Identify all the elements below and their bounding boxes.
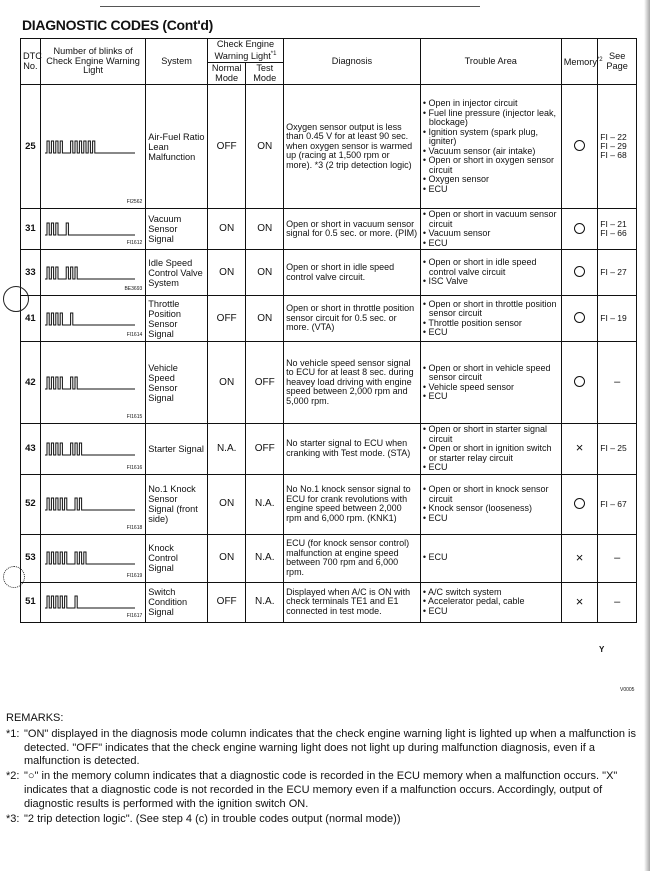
bullet-icon: • <box>422 462 429 473</box>
trouble-text: ISC Valve <box>428 276 468 287</box>
blink-waveform-line <box>45 313 135 325</box>
remark-item <box>6 770 642 811</box>
header-see-page: See Page <box>598 39 637 85</box>
header-blinks: Number of blinks of Check Engine Warning Light <box>40 39 145 85</box>
memory-cell <box>561 342 598 424</box>
trouble-item <box>423 463 559 473</box>
blink-waveform-icon <box>45 593 137 611</box>
trouble-item <box>423 328 559 338</box>
blink-waveform-line <box>45 443 135 455</box>
diagnosis-cell: No No.1 knock sensor signal to ECU for crank revolutions with engine speed between 2,000 rpm and 6,000 rpm. (KNK1) <box>284 474 421 534</box>
normal-mode-cell: ON <box>207 474 246 534</box>
bullet-icon: • <box>422 362 429 373</box>
trouble-text: ECU <box>428 327 448 338</box>
normal-mode-cell: OFF <box>207 582 246 622</box>
trouble-item <box>423 109 559 128</box>
diagnosis-cell: ECU (for knock sensor control) malfunction at engine speed between 700 rpm and 6,000 rpm. <box>284 534 421 582</box>
punch-hole-mark <box>3 286 29 312</box>
header-diagnosis: Diagnosis <box>284 39 421 85</box>
bullet-icon: • <box>422 174 429 185</box>
trouble-item <box>423 553 559 563</box>
page-title: DIAGNOSTIC CODES (Cont'd) <box>22 17 214 33</box>
remarks-title: REMARKS: <box>6 712 64 724</box>
remark-mark: *2: <box>6 770 20 783</box>
figure-code: FI1616 <box>126 464 143 471</box>
bullet-icon: • <box>422 237 429 248</box>
blink-waveform-line <box>45 498 135 510</box>
memory-recorded-icon <box>574 498 585 509</box>
trouble-area-cell <box>420 582 561 622</box>
margin-mark-code: V0005 <box>620 687 635 693</box>
remark-text: "ON" displayed in the diagnosis mode column indicates that the check engine warning light is lighted up when a malfunction is detected. "OFF" indicates that the check engine warning light does not light up during malfunction diagnosis, even if a malfunction is detected. <box>24 727 636 768</box>
table-row <box>21 250 637 296</box>
bullet-icon: • <box>422 503 429 514</box>
remark-mark: *3: <box>6 812 20 825</box>
trouble-item <box>423 277 559 287</box>
system-cell: Throttle Position Sensor Signal <box>146 296 208 342</box>
bullet-icon: • <box>422 257 429 268</box>
blink-waveform-icon <box>45 264 137 282</box>
normal-mode-cell: ON <box>207 250 246 296</box>
blink-pattern-cell <box>40 85 145 209</box>
trouble-text: Vacuum sensor (air intake) <box>428 145 536 156</box>
normal-mode-cell: OFF <box>207 296 246 342</box>
system-cell: Switch Condition Signal <box>146 582 208 622</box>
normal-mode-cell: ON <box>207 534 246 582</box>
page-reference: – <box>614 376 621 389</box>
bullet-icon: • <box>422 424 429 435</box>
diagnosis-cell: Open or short in throttle position sensor circuit for 0.5 sec. or more. (VTA) <box>284 296 421 342</box>
page-header-rule <box>100 0 480 7</box>
bullet-icon: • <box>422 443 429 454</box>
header-test-mode: Test Mode <box>246 63 284 85</box>
figure-code: FI1612 <box>126 240 143 247</box>
bullet-icon: • <box>422 596 428 607</box>
trouble-text: Vehicle speed sensor <box>428 381 515 392</box>
trouble-text: Oxygen sensor <box>428 174 490 185</box>
trouble-item <box>423 392 559 402</box>
memory-cell <box>561 582 598 622</box>
table-row <box>21 342 637 424</box>
figure-code: FI2562 <box>126 199 143 206</box>
bullet-icon: • <box>422 605 429 616</box>
trouble-item <box>423 425 559 444</box>
trouble-text: Knock sensor (looseness) <box>428 503 533 514</box>
trouble-text: Open or short in starter signal circuit <box>428 424 548 444</box>
bullet-icon: • <box>422 298 429 309</box>
system-cell: Starter Signal <box>146 424 208 475</box>
memory-cell <box>561 424 598 475</box>
memory-cell <box>561 85 598 209</box>
page-reference: – <box>614 551 621 564</box>
bullet-icon: • <box>422 155 429 166</box>
page-reference: FI – 22 <box>600 132 627 143</box>
normal-mode-cell: ON <box>207 342 246 424</box>
blink-pattern-cell <box>40 209 145 250</box>
figure-code: FI1614 <box>126 332 143 339</box>
diagnosis-cell: Oxygen sensor output is less than 0.45 V for at least 90 sec. when oxygen sensor is warmed up (racing at 1,500 rpm or more). *3 (2 trip detection logic) <box>284 85 421 209</box>
trouble-text: Fuel line pressure (injector leak, blockage) <box>428 107 557 128</box>
trouble-text: Open or short in vehicle speed sensor circuit <box>428 362 551 383</box>
trouble-text: Vacuum sensor <box>428 228 491 239</box>
bullet-icon: • <box>422 391 429 402</box>
bullet-icon: • <box>422 107 429 118</box>
blink-waveform-line <box>45 552 135 564</box>
blink-pattern-cell <box>40 424 145 475</box>
test-mode-cell: ON <box>246 85 284 209</box>
trouble-item <box>423 185 559 195</box>
trouble-area-cell <box>420 209 561 250</box>
memory-recorded-icon <box>574 266 585 277</box>
trouble-area-cell <box>420 250 561 296</box>
memory-recorded-icon <box>574 140 585 151</box>
trouble-text: ECU <box>428 605 448 616</box>
header-normal-mode: Normal Mode <box>207 63 246 85</box>
trouble-area-cell <box>420 342 561 424</box>
system-cell: Knock Control Signal <box>146 534 208 582</box>
trouble-text: Open or short in knock sensor circuit <box>428 484 549 504</box>
diagnosis-cell: Open or short in vacuum sensor signal for 0.5 sec. or more. (PIM) <box>284 209 421 250</box>
system-cell: Vehicle Speed Sensor Signal <box>146 342 208 424</box>
trouble-item <box>423 514 559 524</box>
test-mode-cell: OFF <box>246 424 284 475</box>
trouble-area-cell <box>420 534 561 582</box>
trouble-area-cell <box>420 424 561 475</box>
memory-not-recorded-icon: × <box>575 549 584 565</box>
dtc-number-cell: 42 <box>21 342 41 424</box>
trouble-text: ECU <box>428 512 448 523</box>
page-reference: FI – 27 <box>600 267 627 278</box>
blink-waveform-icon <box>45 549 137 567</box>
trouble-item <box>423 444 559 463</box>
normal-mode-cell: ON <box>207 209 246 250</box>
test-mode-cell: N.A. <box>246 474 284 534</box>
see-page-cell <box>598 209 637 250</box>
memory-recorded-icon <box>574 376 585 387</box>
dtc-number-cell: 25 <box>21 85 41 209</box>
see-page-cell <box>598 424 637 475</box>
memory-cell <box>561 474 598 534</box>
trouble-text: A/C switch system <box>427 586 502 597</box>
memory-cell <box>561 250 598 296</box>
see-page-cell <box>598 250 637 296</box>
table-row <box>21 296 637 342</box>
trouble-text: Accelerator pedal, cable <box>427 596 525 607</box>
page-reference: FI – 67 <box>600 498 627 509</box>
page-reference: FI – 29 <box>600 141 627 152</box>
memory-cell <box>561 209 598 250</box>
dtc-number-cell: 41 <box>21 296 41 342</box>
dtc-number-cell: 52 <box>21 474 41 534</box>
blink-pattern-cell <box>40 250 145 296</box>
trouble-area-cell <box>420 474 561 534</box>
test-mode-cell: N.A. <box>246 582 284 622</box>
trouble-text: ECU <box>428 391 448 402</box>
bullet-icon: • <box>422 228 429 239</box>
memory-cell <box>561 534 598 582</box>
bullet-icon: • <box>422 552 429 563</box>
remarks-section <box>6 712 642 826</box>
table-row <box>21 85 637 209</box>
diagnosis-cell: No starter signal to ECU when cranking with Test mode. (STA) <box>284 424 421 475</box>
table-row <box>21 209 637 250</box>
trouble-item <box>423 607 559 617</box>
trouble-item <box>423 300 559 319</box>
remark-item <box>6 813 642 827</box>
trouble-item <box>423 128 559 147</box>
header-trouble-area: Trouble Area <box>420 39 561 85</box>
bullet-icon: • <box>422 126 429 137</box>
bullet-icon: • <box>422 327 429 338</box>
test-mode-cell: OFF <box>246 342 284 424</box>
header-memory-note: *2 <box>596 56 603 63</box>
page-reference: FI – 21 <box>600 219 627 230</box>
blink-pattern-cell <box>40 296 145 342</box>
header-check-engine-note: *1 <box>270 50 277 57</box>
memory-not-recorded-icon: × <box>575 593 584 609</box>
trouble-item <box>423 364 559 383</box>
bullet-icon: • <box>422 98 429 109</box>
trouble-text: ECU <box>428 462 448 473</box>
trouble-text: Open or short in idle speed control valve circuit <box>428 257 537 277</box>
bullet-icon: • <box>422 145 429 156</box>
blink-waveform-icon <box>45 138 137 156</box>
system-cell: Air-Fuel Ratio Lean Malfunction <box>146 85 208 209</box>
header-system: System <box>146 39 208 85</box>
table-row <box>21 582 637 622</box>
remark-item <box>6 728 642 769</box>
dtc-number-cell: 51 <box>21 582 41 622</box>
trouble-text: Throttle position sensor <box>428 317 522 328</box>
blink-waveform-line <box>45 223 135 235</box>
bullet-icon: • <box>422 512 429 523</box>
blink-waveform-icon <box>45 495 137 513</box>
trouble-text: Ignition system (spark plug, igniter) <box>428 126 539 147</box>
trouble-area-cell <box>420 85 561 209</box>
diagnosis-cell: No vehicle speed sensor signal to ECU for at least 8 sec. during heavey load driving with engine speed between 2,000 rpm and 5,000 rpm. <box>284 342 421 424</box>
dtc-number-cell: 33 <box>21 250 41 296</box>
see-page-cell <box>598 474 637 534</box>
bullet-icon: • <box>422 317 429 328</box>
header-dtc-no: DTC No. <box>21 39 41 85</box>
trouble-text: Open or short in ignition switch or starter relay circuit <box>428 443 552 463</box>
test-mode-cell: ON <box>246 296 284 342</box>
diagnostic-codes-table <box>20 38 637 623</box>
figure-code: BE3693 <box>124 286 143 293</box>
table-row <box>21 474 637 534</box>
blink-waveform-icon <box>45 374 137 392</box>
blink-waveform-line <box>45 267 135 279</box>
memory-cell <box>561 296 598 342</box>
blink-waveform-line <box>45 377 135 389</box>
remark-mark: *1: <box>6 727 20 740</box>
system-cell: Idle Speed Control Valve System <box>146 250 208 296</box>
trouble-text: ECU <box>428 183 448 194</box>
see-page-cell <box>598 582 637 622</box>
figure-code: FI1618 <box>126 524 143 531</box>
figure-code: FI1617 <box>126 612 143 619</box>
table-row <box>21 534 637 582</box>
bullet-icon: • <box>422 209 429 220</box>
header-check-engine-label: Check Engine Warning Light <box>214 39 275 61</box>
blink-waveform-line <box>45 141 135 153</box>
page-reference: FI – 25 <box>600 443 627 454</box>
trouble-text: Open or short in throttle position sensor circuit <box>428 298 557 319</box>
blink-pattern-cell <box>40 582 145 622</box>
dtc-number-cell: 31 <box>21 209 41 250</box>
trouble-text: Open or short in oxygen sensor circuit <box>428 155 555 175</box>
see-page-cell <box>598 85 637 209</box>
bullet-icon: • <box>422 484 429 495</box>
system-cell: Vacuum Sensor Signal <box>146 209 208 250</box>
blink-waveform-icon <box>45 220 137 238</box>
bullet-icon: • <box>422 276 429 287</box>
trouble-item <box>423 156 559 175</box>
memory-recorded-icon <box>574 312 585 323</box>
margin-mark-y: Y <box>599 645 605 654</box>
dtc-number-cell: 43 <box>21 424 41 475</box>
normal-mode-cell: N.A. <box>207 424 246 475</box>
figure-code: FI1619 <box>126 572 143 579</box>
header-memory <box>561 39 603 85</box>
trouble-text: ECU <box>428 552 448 563</box>
header-check-engine <box>207 39 283 63</box>
table-row <box>21 424 637 475</box>
figure-code: FI1615 <box>126 414 143 421</box>
bullet-icon: • <box>422 586 428 597</box>
diagnosis-cell: Displayed when A/C is ON with check terminals TE1 and E1 connected in test mode. <box>284 582 421 622</box>
blink-pattern-cell <box>40 474 145 534</box>
blink-waveform-icon <box>45 440 137 458</box>
page-reference: FI – 66 <box>600 228 627 239</box>
scan-edge-shadow <box>644 0 650 871</box>
header-memory-label: Memory <box>563 56 597 67</box>
page-reference: FI – 68 <box>600 150 627 161</box>
trouble-area-cell <box>420 296 561 342</box>
punch-hole-mark <box>3 566 25 588</box>
trouble-item <box>423 258 559 277</box>
test-mode-cell: ON <box>246 250 284 296</box>
diagnosis-cell: Open or short in idle speed control valve circuit. <box>284 250 421 296</box>
test-mode-cell: N.A. <box>246 534 284 582</box>
remark-text: "2 trip detection logic". (See step 4 (c) in trouble codes output (normal mode)) <box>24 812 401 825</box>
normal-mode-cell: OFF <box>207 85 246 209</box>
bullet-icon: • <box>422 183 429 194</box>
bullet-icon: • <box>422 381 429 392</box>
page-reference: – <box>614 595 621 608</box>
page-reference: FI – 19 <box>600 313 627 324</box>
trouble-text: ECU <box>428 237 448 248</box>
see-page-cell <box>598 342 637 424</box>
trouble-item <box>423 210 559 229</box>
trouble-text: Open in injector circuit <box>428 98 518 109</box>
trouble-text: Open or short in vacuum sensor circuit <box>428 209 557 229</box>
blink-pattern-cell <box>40 342 145 424</box>
remark-text: "○" in the memory column indicates that a diagnostic code is recorded in the ECU memory when a malfunction occurs. "X" indicates that a diagnostic code is not recorded in the ECU memory even if a malfunction occurs. Accordingly, output of diagnostic results is performed with the ignition switch ON. <box>24 770 618 810</box>
test-mode-cell: ON <box>246 209 284 250</box>
dtc-number-cell: 53 <box>21 534 41 582</box>
system-cell: No.1 Knock Sensor Signal (front side) <box>146 474 208 534</box>
trouble-item <box>423 485 559 504</box>
see-page-cell <box>598 296 637 342</box>
memory-recorded-icon <box>574 223 585 234</box>
blink-waveform-icon <box>45 310 137 328</box>
see-page-cell <box>598 534 637 582</box>
blink-pattern-cell <box>40 534 145 582</box>
blink-waveform-line <box>45 596 135 608</box>
trouble-item <box>423 239 559 249</box>
memory-not-recorded-icon: × <box>575 440 584 456</box>
